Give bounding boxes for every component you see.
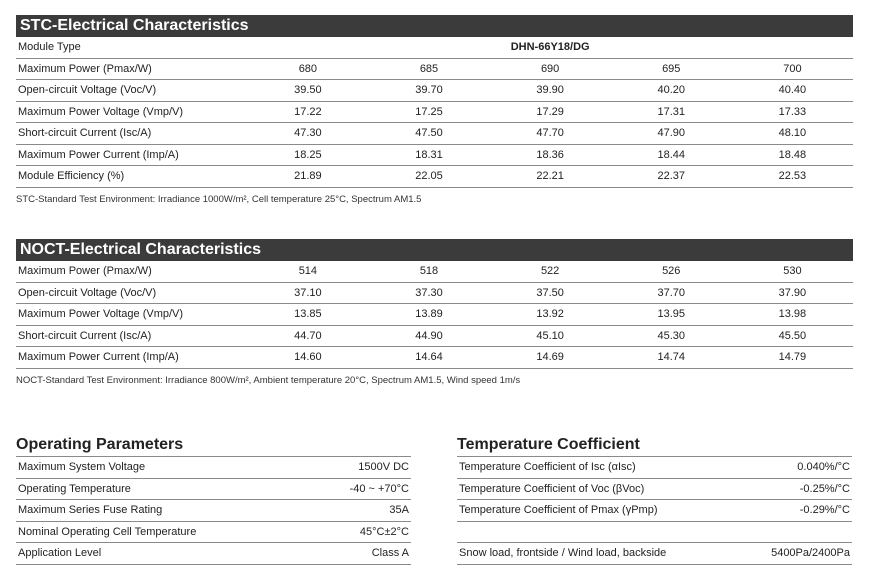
table-row bbox=[16, 166, 853, 188]
stc-section bbox=[16, 15, 853, 205]
cell-value: 17.25 bbox=[368, 101, 489, 123]
param-label: Temperature Coefficient of Voc (βVoc) bbox=[457, 478, 741, 500]
cell-value: 47.70 bbox=[490, 123, 611, 145]
cell-value: 47.50 bbox=[368, 123, 489, 145]
param-value: 1500V DC bbox=[309, 457, 411, 478]
row-label: Short-circuit Current (Isc/A) bbox=[16, 123, 247, 145]
row-label: Maximum Power (Pmax/W) bbox=[16, 58, 247, 80]
stc-rows bbox=[16, 58, 853, 187]
table-row bbox=[16, 101, 853, 123]
row-label: Short-circuit Current (Isc/A) bbox=[16, 325, 247, 347]
cell-value: 39.50 bbox=[247, 80, 368, 102]
param-label: Application Level bbox=[16, 543, 309, 565]
cell-value: 18.31 bbox=[368, 144, 489, 166]
param-label: Maximum Series Fuse Rating bbox=[16, 500, 309, 522]
table-row bbox=[16, 58, 853, 80]
cell-value: 13.95 bbox=[611, 304, 732, 326]
cell-value: 18.25 bbox=[247, 144, 368, 166]
cell-value: 44.70 bbox=[247, 325, 368, 347]
table-row bbox=[457, 457, 852, 478]
load-label: Snow load, frontside / Wind load, backside bbox=[457, 543, 741, 565]
table-row bbox=[16, 80, 853, 102]
table-row bbox=[16, 543, 411, 565]
cell-value: 22.21 bbox=[490, 166, 611, 188]
param-label: Nominal Operating Cell Temperature bbox=[16, 521, 309, 543]
table-row bbox=[457, 500, 852, 522]
param-value: -0.29%/°C bbox=[741, 500, 852, 522]
cell-value: 22.37 bbox=[611, 166, 732, 188]
cell-value: 514 bbox=[247, 261, 368, 282]
table-row bbox=[16, 282, 853, 304]
operating-section bbox=[16, 434, 411, 565]
cell-value: 14.69 bbox=[490, 347, 611, 369]
table-row bbox=[16, 500, 411, 522]
cell-value: 47.30 bbox=[247, 123, 368, 145]
cell-value: 18.44 bbox=[611, 144, 732, 166]
cell-value: 17.29 bbox=[490, 101, 611, 123]
cell-value: 40.20 bbox=[611, 80, 732, 102]
operating-rows bbox=[16, 457, 411, 564]
cell-value: 40.40 bbox=[732, 80, 853, 102]
table-row bbox=[16, 37, 853, 58]
operating-title: Operating Parameters bbox=[16, 434, 411, 457]
param-value: 35A bbox=[309, 500, 411, 522]
cell-value: 695 bbox=[611, 58, 732, 80]
stc-table bbox=[16, 37, 853, 188]
row-label: Maximum Power (Pmax/W) bbox=[16, 261, 247, 282]
cell-value: 37.30 bbox=[368, 282, 489, 304]
table-row bbox=[16, 123, 853, 145]
temperature-table bbox=[457, 457, 852, 565]
load-value: 5400Pa/2400Pa bbox=[741, 543, 852, 565]
cell-value: 13.98 bbox=[732, 304, 853, 326]
cell-value: 685 bbox=[368, 58, 489, 80]
cell-value: 44.90 bbox=[368, 325, 489, 347]
table-row bbox=[16, 325, 853, 347]
cell-value: 18.36 bbox=[490, 144, 611, 166]
table-row bbox=[16, 521, 411, 543]
param-label: Maximum System Voltage bbox=[16, 457, 309, 478]
cell-value: 37.50 bbox=[490, 282, 611, 304]
cell-value: 37.90 bbox=[732, 282, 853, 304]
cell-value: 526 bbox=[611, 261, 732, 282]
row-label: Maximum Power Voltage (Vmp/V) bbox=[16, 101, 247, 123]
cell-value: 13.89 bbox=[368, 304, 489, 326]
cell-value: 39.90 bbox=[490, 80, 611, 102]
module-type-label: Module Type bbox=[16, 37, 247, 58]
cell-value: 18.48 bbox=[732, 144, 853, 166]
table-row bbox=[16, 144, 853, 166]
temperature-section bbox=[457, 434, 852, 565]
row-label: Maximum Power Current (Imp/A) bbox=[16, 144, 247, 166]
table-row bbox=[16, 261, 853, 282]
cell-value: 14.64 bbox=[368, 347, 489, 369]
row-label: Maximum Power Voltage (Vmp/V) bbox=[16, 304, 247, 326]
spacer-row bbox=[457, 521, 852, 543]
cell-value: 14.74 bbox=[611, 347, 732, 369]
noct-rows bbox=[16, 261, 853, 368]
cell-value: 39.70 bbox=[368, 80, 489, 102]
noct-section bbox=[16, 239, 853, 386]
cell-value: 45.30 bbox=[611, 325, 732, 347]
param-value: Class A bbox=[309, 543, 411, 565]
cell-value: 530 bbox=[732, 261, 853, 282]
cell-value: 17.22 bbox=[247, 101, 368, 123]
param-label: Operating Temperature bbox=[16, 478, 309, 500]
row-label: Open-circuit Voltage (Voc/V) bbox=[16, 282, 247, 304]
temperature-title: Temperature Coefficient bbox=[457, 434, 852, 457]
param-value: 45°C±2°C bbox=[309, 521, 411, 543]
cell-value: 48.10 bbox=[732, 123, 853, 145]
operating-table bbox=[16, 457, 411, 565]
noct-note: NOCT-Standard Test Environment: Irradiance 800W/m², Ambient temperature 20°C, Spectrum AM1.5, Wind speed 1m/s bbox=[16, 374, 521, 386]
cell-value: 14.60 bbox=[247, 347, 368, 369]
cell-value: 47.90 bbox=[611, 123, 732, 145]
row-label: Module Efficiency (%) bbox=[16, 166, 247, 188]
param-value: -0.25%/°C bbox=[741, 478, 852, 500]
param-label: Temperature Coefficient of Isc (αIsc) bbox=[457, 457, 741, 478]
cell-value: 22.05 bbox=[368, 166, 489, 188]
cell-value: 21.89 bbox=[247, 166, 368, 188]
row-label: Open-circuit Voltage (Voc/V) bbox=[16, 80, 247, 102]
param-value: -40 ~ +70°C bbox=[309, 478, 411, 500]
param-label: Temperature Coefficient of Pmax (γPmp) bbox=[457, 500, 741, 522]
cell-value: 522 bbox=[490, 261, 611, 282]
cell-value: 45.50 bbox=[732, 325, 853, 347]
stc-note: STC-Standard Test Environment: Irradiance 1000W/m², Cell temperature 25°C, Spectrum AM1.5 bbox=[16, 193, 422, 205]
cell-value: 17.31 bbox=[611, 101, 732, 123]
param-value: 0.040%/°C bbox=[741, 457, 852, 478]
cell-value: 17.33 bbox=[732, 101, 853, 123]
cell-value: 13.92 bbox=[490, 304, 611, 326]
cell-value: 37.70 bbox=[611, 282, 732, 304]
table-row bbox=[16, 347, 853, 369]
table-row bbox=[16, 478, 411, 500]
table-row bbox=[457, 478, 852, 500]
table-row bbox=[457, 543, 852, 565]
cell-value: 518 bbox=[368, 261, 489, 282]
cell-value: 13.85 bbox=[247, 304, 368, 326]
cell-value: 690 bbox=[490, 58, 611, 80]
noct-title: NOCT-Electrical Characteristics bbox=[16, 239, 853, 261]
module-type-value: DHN-66Y18/DG bbox=[247, 37, 853, 58]
cell-value: 700 bbox=[732, 58, 853, 80]
row-label: Maximum Power Current (Imp/A) bbox=[16, 347, 247, 369]
noct-table bbox=[16, 261, 853, 369]
cell-value: 14.79 bbox=[732, 347, 853, 369]
cell-value: 45.10 bbox=[490, 325, 611, 347]
table-row bbox=[16, 304, 853, 326]
stc-title: STC-Electrical Characteristics bbox=[16, 15, 853, 37]
temperature-rows bbox=[457, 457, 852, 521]
table-row bbox=[16, 457, 411, 478]
cell-value: 22.53 bbox=[732, 166, 853, 188]
cell-value: 680 bbox=[247, 58, 368, 80]
cell-value: 37.10 bbox=[247, 282, 368, 304]
